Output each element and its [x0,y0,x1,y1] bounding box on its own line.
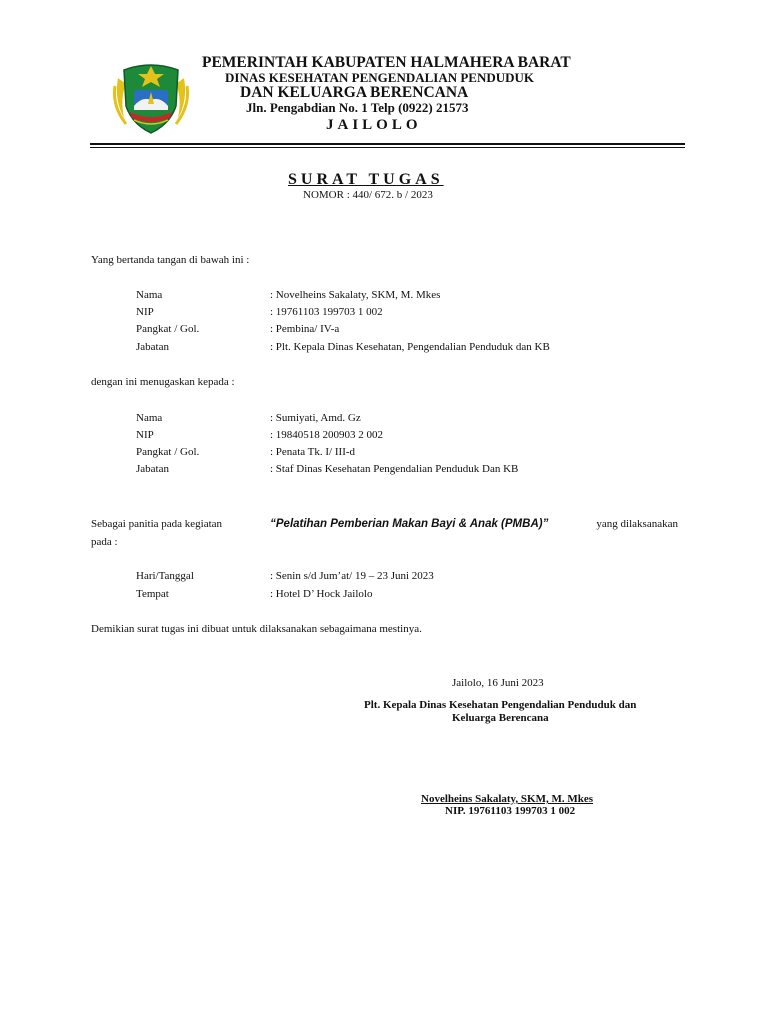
assignee-position-value: : Staf Dinas Kesehatan Pengendalian Penduduk Dan KB [270,463,519,475]
signatory-title-line2: Keluarga Berencana [452,712,549,724]
schedule-place-label: Tempat [136,588,169,600]
signer-rank-value: : Pembina/ IV-a [270,323,340,335]
signer-rank-label: Pangkat / Gol. [136,323,200,335]
assignment-intro-text: dengan ini menugaskan kepada : [91,376,235,388]
regency-emblem-logo [112,60,190,136]
letterhead-agency-name-2: DAN KELUARGA BERENCANA [240,84,469,101]
letterhead-divider-thin [90,147,685,148]
assignee-rank-label: Pangkat / Gol. [136,446,200,458]
assignee-name-value: : Sumiyati, Amd. Gz [270,412,361,424]
assignee-nip-label: NIP [136,429,154,441]
signatory-name: Novelheins Sakalaty, SKM, M. Mkes [421,793,594,805]
activity-suffix: yang dilaksanakan [596,518,678,530]
activity-paragraph [91,518,678,530]
schedule-place-value: : Hotel D’ Hock Jailolo [270,588,373,600]
assignee-nip-value: : 19840518 200903 2 002 [270,429,384,441]
activity-prefix: Sebagai panitia pada kegiatan [91,518,223,530]
closing-text: Demikian surat tugas ini dibuat untuk dilaksanakan sebagaimana mestinya. [91,623,422,635]
assignee-position-label: Jabatan [136,463,169,475]
activity-paragraph-line2: pada : [91,536,118,548]
letterhead-agency-name: DINAS KESEHATAN PENGENDALIAN PENDUDUK [225,70,535,85]
place-and-date: Jailolo, 16 Juni 2023 [452,677,544,689]
signatory-nip: NIP. 19761103 199703 1 002 [445,805,576,817]
intro-text: Yang bertanda tangan di bawah ini : [91,254,250,266]
signatory-title-line1: Plt. Kepala Dinas Kesehatan Pengendalian Penduduk dan [364,699,637,711]
signer-position-label: Jabatan [136,341,169,353]
document-title: SURAT TUGAS [288,171,444,188]
signer-name-value: : Novelheins Sakalaty, SKM, M. Mkes [270,289,441,301]
signer-nip-label: NIP [136,306,154,318]
signer-nip-value: : 19761103 199703 1 002 [270,306,383,318]
schedule-date-value: : Senin s/d Jum’at/ 19 – 23 Juni 2023 [270,570,434,582]
assignee-rank-value: : Penata Tk. I/ III-d [270,446,356,458]
letterhead-city: JAILOLO [326,117,422,133]
letterhead-government-name: PEMERINTAH KABUPATEN HALMAHERA BARAT [202,54,571,71]
letterhead-address: Jln. Pengabdian No. 1 Telp (0922) 21573 [246,100,469,115]
letterhead-divider [90,143,685,145]
assignee-name-label: Nama [136,412,163,424]
schedule-date-label: Hari/Tanggal [136,570,194,582]
signer-name-label: Nama [136,289,163,301]
document-number: NOMOR : 440/ 672. b / 2023 [303,189,433,201]
signer-position-value: : Plt. Kepala Dinas Kesehatan, Pengendalian Penduduk dan KB [270,341,550,353]
activity-name: “Pelatihan Pemberian Makan Bayi & Anak (PMBA)” [270,518,549,530]
